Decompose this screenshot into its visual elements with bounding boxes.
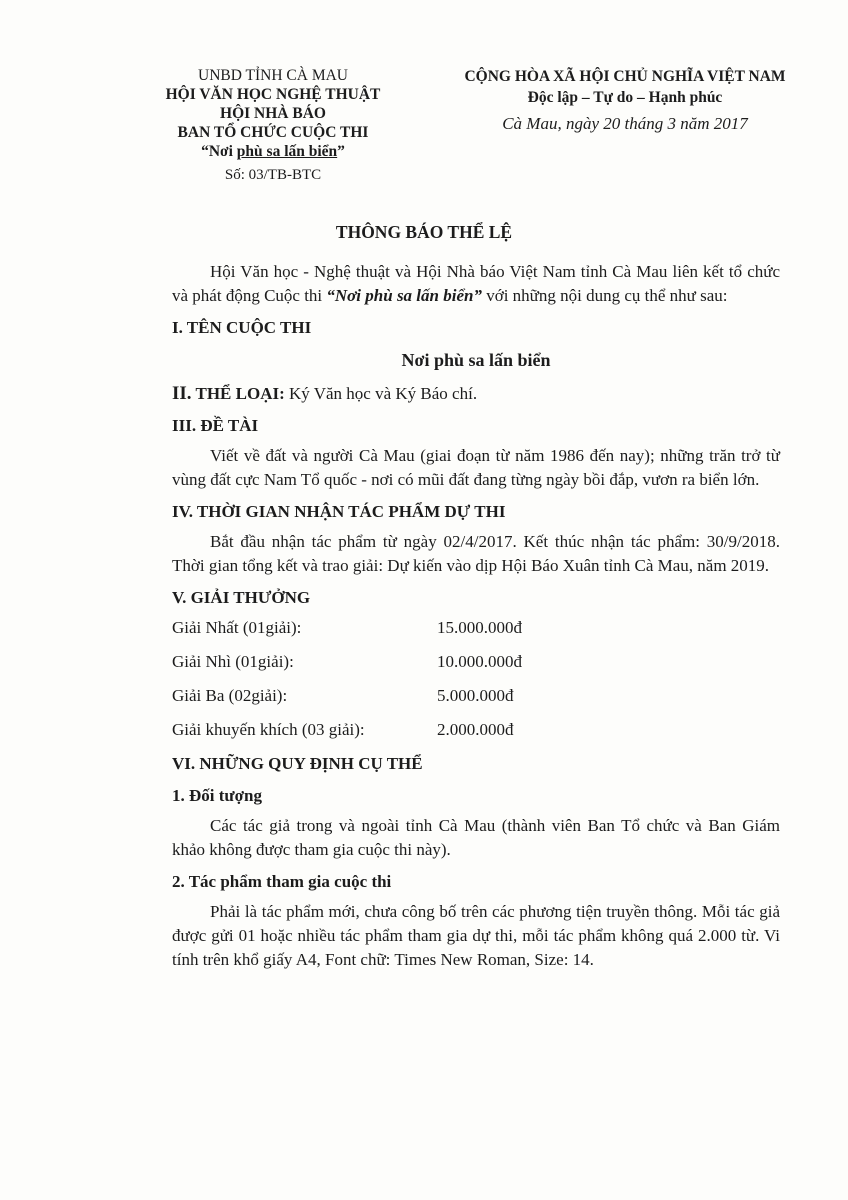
issuer-line-1: UNBD TỈNH CÀ MAU — [198, 67, 348, 84]
issuer-line-2: HỘI VĂN HỌC NGHỆ THUẬT — [165, 86, 381, 103]
prize-amount: 2.000.000đ — [437, 720, 514, 739]
intro-paragraph — [172, 260, 780, 308]
prize-list — [172, 616, 780, 742]
prize-row — [172, 684, 780, 708]
section-2-number: II. — [172, 383, 192, 404]
document-number: Số: 03/TB-BTC — [224, 167, 322, 183]
prize-row — [172, 718, 780, 742]
section-4-heading: IV. THỜI GIAN NHẬN TÁC PHẨM DỰ THI — [172, 502, 506, 521]
prize-amount: 10.000.000đ — [437, 652, 522, 671]
contest-name: Nơi phù sa lấn biển — [401, 350, 551, 370]
section-2 — [172, 382, 780, 406]
prize-name: Giải Ba (02giải): — [172, 686, 288, 705]
subsection-1-heading: 1. Đối tượng — [172, 786, 262, 805]
prize-name: Giải khuyến khích (03 giải): — [172, 720, 365, 739]
contest-name-underlined: phù sa lấn biển — [236, 143, 338, 160]
national-motto: Độc lập – Tự do – Hạnh phúc — [527, 89, 723, 106]
country-name: CỘNG HÒA XÃ HỘI CHỦ NGHĨA VIỆT NAM — [464, 68, 786, 85]
intro-text-2: với những nội dung cụ thể như sau: — [481, 286, 728, 305]
contest-name-close: ” — [337, 143, 345, 160]
issuer-line-3: HỘI NHÀ BÁO — [220, 105, 326, 122]
prize-amount: 5.000.000đ — [437, 686, 514, 705]
section-2-text: Ký Văn học và Ký Báo chí. — [284, 384, 478, 403]
section-3-text: Viết về đất và người Cà Mau (giai đoạn từ năm 1986 đến nay); những trăn trở từ vùng đất cực Nam Tổ quốc - nơi có mũi đất đang từng ngày bồi đắp, vươn ra biển lớn. — [172, 446, 780, 489]
contest-name-open: “Nơi — [201, 143, 237, 160]
prize-name: Giải Nhất (01giải): — [172, 618, 302, 637]
document-body — [172, 260, 780, 972]
section-4-text: Bắt đầu nhận tác phẩm từ ngày 02/4/2017. Kết thúc nhận tác phẩm: 30/9/2018. Thời gian tổng kết và trao giải: Dự kiến vào dịp Hội Báo Xuân tỉnh Cà Mau, năm 2019. — [172, 532, 780, 575]
section-6-heading: VI. NHỮNG QUY ĐỊNH CỤ THỂ — [172, 754, 423, 773]
intro-text-1: Hội Văn học - Nghệ thuật và Hội Nhà báo Việt Nam tỉnh Cà Mau liên kết tổ chức và phát động Cuộc thi — [172, 262, 780, 305]
national-header — [430, 66, 820, 134]
section-3-heading: III. ĐỀ TÀI — [172, 416, 259, 435]
section-5-heading: V. GIẢI THƯỞNG — [172, 588, 311, 607]
issuer-line-5 — [128, 142, 418, 161]
prize-row — [172, 650, 780, 674]
section-1-heading: I. TÊN CUỘC THI — [172, 318, 312, 337]
issuer-block — [128, 66, 418, 185]
document-title: THÔNG BÁO THỂ LỆ — [335, 222, 513, 242]
subsection-2-heading: 2. Tác phẩm tham gia cuộc thi — [172, 872, 392, 891]
subsection-1-text: Các tác giả trong và ngoài tỉnh Cà Mau (thành viên Ban Tổ chức và Ban Giám khảo không được tham gia cuộc thi này). — [172, 816, 780, 859]
prize-amount: 15.000.000đ — [437, 618, 522, 637]
issuer-line-4: BAN TỔ CHỨC CUỘC THI — [177, 124, 369, 141]
prize-name: Giải Nhì (01giải): — [172, 652, 294, 671]
subsection-2-text: Phải là tác phẩm mới, chưa công bố trên các phương tiện truyền thông. Mỗi tác giả được gửi 01 hoặc nhiều tác phẩm tham gia dự thi, mỗi tác phẩm không quá 2.000 từ. Vi tính trên khổ giấy A4, Font chữ: Times New Roman, Size: 14. — [172, 902, 780, 969]
issue-date: Cà Mau, ngày 20 tháng 3 năm 2017 — [502, 114, 748, 133]
prize-row — [172, 616, 780, 640]
intro-contest-name: “Nơi phù sa lấn biển” — [326, 286, 482, 305]
section-2-heading: THỂ LOẠI: — [191, 384, 285, 403]
